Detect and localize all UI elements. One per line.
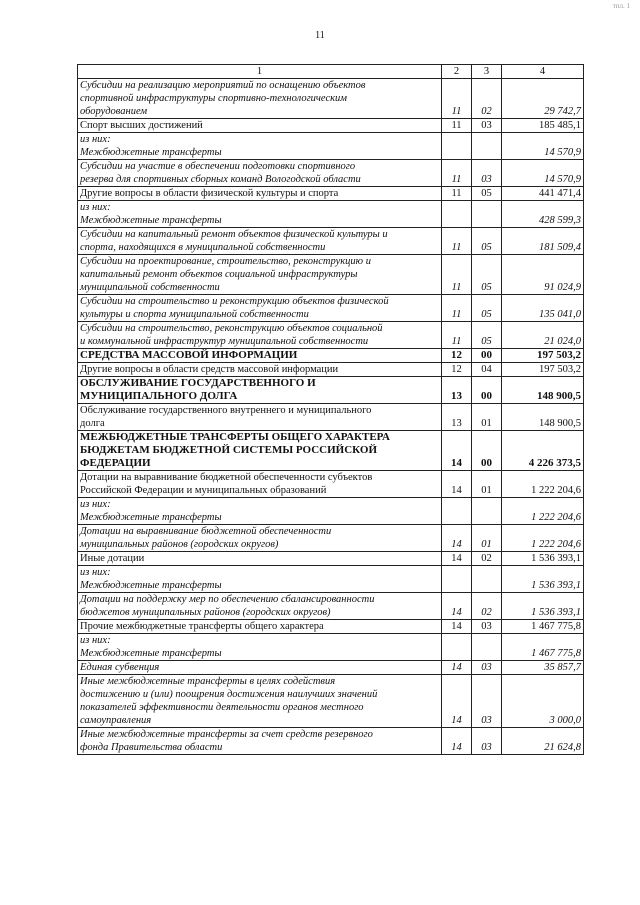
row-subsection-code: 03 <box>472 620 502 634</box>
row-subsection-code: 00 <box>472 377 502 404</box>
table-row <box>78 498 584 525</box>
description-line: Субсидии на строительство и реконструкцию объектов физической <box>80 296 389 307</box>
row-subsection-code <box>472 634 502 661</box>
table-row <box>78 661 584 675</box>
row-amount: 135 041,0 <box>502 295 584 322</box>
table-row <box>78 322 584 349</box>
row-subsection-code: 01 <box>472 525 502 552</box>
row-description <box>78 620 442 634</box>
row-description <box>78 593 442 620</box>
description-line: Иные дотации <box>80 553 145 564</box>
row-section-code: 11 <box>442 119 472 133</box>
header-col-4: 4 <box>502 65 584 79</box>
row-section-code <box>442 498 472 525</box>
row-subsection-code: 00 <box>472 349 502 363</box>
description-line: ОБСЛУЖИВАНИЕ ГОСУДАРСТВЕННОГО И <box>80 377 316 389</box>
description-line: Дотации на выравнивание бюджетной обеспеченности субъектов <box>80 472 373 483</box>
row-section-code: 14 <box>442 471 472 498</box>
row-description <box>78 377 442 404</box>
table-row <box>78 566 584 593</box>
row-section-code: 11 <box>442 295 472 322</box>
row-subsection-code: 05 <box>472 255 502 295</box>
row-section-code: 14 <box>442 552 472 566</box>
row-subsection-code: 00 <box>472 431 502 471</box>
page-number: 11 <box>315 30 325 41</box>
table-row <box>78 201 584 228</box>
description-line: муниципальных районов (городских округов) <box>80 539 279 550</box>
row-subsection-code: 05 <box>472 322 502 349</box>
description-line: МУНИЦИПАЛЬНОГО ДОЛГА <box>80 390 238 402</box>
row-amount: 1 536 393,1 <box>502 566 584 593</box>
row-subsection-code <box>472 133 502 160</box>
description-line: из них: <box>80 567 111 578</box>
description-line: Межбюджетные трансферты <box>80 648 222 659</box>
table-row <box>78 160 584 187</box>
row-section-code <box>442 634 472 661</box>
description-line: БЮДЖЕТАМ БЮДЖЕТНОЙ СИСТЕМЫ РОССИЙСКОЙ <box>80 444 377 456</box>
description-line: самоуправления <box>80 715 152 726</box>
row-amount: 1 536 393,1 <box>502 552 584 566</box>
row-description <box>78 187 442 201</box>
row-description <box>78 228 442 255</box>
table-row <box>78 228 584 255</box>
description-line: СРЕДСТВА МАССОВОЙ ИНФОРМАЦИИ <box>80 349 298 361</box>
description-line: капитальный ремонт объектов социальной инфраструктуры <box>80 269 358 280</box>
table-row <box>78 525 584 552</box>
row-section-code <box>442 566 472 593</box>
table-row <box>78 377 584 404</box>
row-amount: 14 570,9 <box>502 133 584 160</box>
row-subsection-code: 02 <box>472 79 502 119</box>
row-description <box>78 160 442 187</box>
row-description <box>78 552 442 566</box>
budget-table <box>77 64 584 755</box>
description-line: Другие вопросы в области физической культуры и спорта <box>80 188 339 199</box>
row-amount: 1 222 204,6 <box>502 498 584 525</box>
row-description <box>78 349 442 363</box>
row-subsection-code <box>472 201 502 228</box>
description-line: спорта, находящихся в муниципальной собственности <box>80 242 326 253</box>
description-line: Межбюджетные трансферты <box>80 512 222 523</box>
table-row <box>78 552 584 566</box>
row-description <box>78 498 442 525</box>
row-section-code: 11 <box>442 187 472 201</box>
table-row <box>78 119 584 133</box>
description-line: Субсидии на реализацию мероприятий по оснащению объектов <box>80 80 366 91</box>
header-col-2: 2 <box>442 65 472 79</box>
description-line: из них: <box>80 635 111 646</box>
row-amount: 1 536 393,1 <box>502 593 584 620</box>
row-amount: 29 742,7 <box>502 79 584 119</box>
row-section-code: 13 <box>442 377 472 404</box>
description-line: муниципальной собственности <box>80 282 220 293</box>
description-line: Дотации на поддержку мер по обеспечению сбалансированности <box>80 594 375 605</box>
table-row <box>78 593 584 620</box>
corner-mark: тпл. 1 <box>612 2 630 10</box>
row-section-code: 11 <box>442 322 472 349</box>
row-subsection-code: 01 <box>472 404 502 431</box>
table-row <box>78 431 584 471</box>
description-line: Дотации на выравнивание бюджетной обеспеченности <box>80 526 332 537</box>
description-line: фонда Правительства области <box>80 742 223 753</box>
row-description <box>78 322 442 349</box>
row-amount: 148 900,5 <box>502 404 584 431</box>
description-line: и коммунальной инфраструктур муниципальной собственности <box>80 336 369 347</box>
row-section-code: 14 <box>442 593 472 620</box>
row-section-code: 14 <box>442 525 472 552</box>
row-description <box>78 363 442 377</box>
table-row <box>78 634 584 661</box>
row-subsection-code: 03 <box>472 119 502 133</box>
description-line: Иные межбюджетные трансферты за счет средств резервного <box>80 729 373 740</box>
description-line: культуры и спорта муниципальной собственности <box>80 309 309 320</box>
row-amount: 1 467 775,8 <box>502 620 584 634</box>
table-row <box>78 728 584 755</box>
description-line: МЕЖБЮДЖЕТНЫЕ ТРАНСФЕРТЫ ОБЩЕГО ХАРАКТЕРА <box>80 431 390 443</box>
header-col-1: 1 <box>78 65 442 79</box>
row-description <box>78 79 442 119</box>
row-amount: 181 509,4 <box>502 228 584 255</box>
description-line: показателей эффективности деятельности органов местного <box>80 702 364 713</box>
row-amount: 3 000,0 <box>502 675 584 728</box>
description-line: Субсидии на участие в обеспечении подготовки спортивного <box>80 161 356 172</box>
row-description <box>78 566 442 593</box>
table-row <box>78 133 584 160</box>
row-section-code <box>442 201 472 228</box>
row-section-code: 12 <box>442 349 472 363</box>
table-row <box>78 363 584 377</box>
row-subsection-code: 03 <box>472 661 502 675</box>
table-row <box>78 471 584 498</box>
description-line: долга <box>80 418 105 429</box>
row-description <box>78 728 442 755</box>
row-amount: 197 503,2 <box>502 363 584 377</box>
row-amount: 1 222 204,6 <box>502 525 584 552</box>
description-line: достижению и (или) поощрения достижения наилучших значений <box>80 689 378 700</box>
row-description <box>78 404 442 431</box>
row-description <box>78 133 442 160</box>
row-description <box>78 431 442 471</box>
row-section-code <box>442 133 472 160</box>
description-line: Межбюджетные трансферты <box>80 215 222 226</box>
header-col-3: 3 <box>472 65 502 79</box>
row-subsection-code: 05 <box>472 295 502 322</box>
description-line: Единая субвенция <box>80 662 160 673</box>
row-description <box>78 119 442 133</box>
row-amount: 1 467 775,8 <box>502 634 584 661</box>
description-line: Прочие межбюджетные трансферты общего характера <box>80 621 324 632</box>
table-row <box>78 255 584 295</box>
row-amount: 14 570,9 <box>502 160 584 187</box>
table-row <box>78 295 584 322</box>
row-section-code: 14 <box>442 620 472 634</box>
description-line: Субсидии на строительство, реконструкцию объектов социальной <box>80 323 383 334</box>
table-row <box>78 187 584 201</box>
row-amount: 197 503,2 <box>502 349 584 363</box>
row-section-code: 14 <box>442 728 472 755</box>
row-amount: 4 226 373,5 <box>502 431 584 471</box>
row-description <box>78 675 442 728</box>
description-line: Иные межбюджетные трансферты в целях содействия <box>80 676 336 687</box>
row-amount: 441 471,4 <box>502 187 584 201</box>
description-line: спортивной инфраструктуры спортивно-технологическим <box>80 93 347 104</box>
description-line: резерва для спортивных сборных команд Вологодской области <box>80 174 361 185</box>
description-line: ФЕДЕРАЦИИ <box>80 457 151 469</box>
row-section-code: 13 <box>442 404 472 431</box>
row-amount: 1 222 204,6 <box>502 471 584 498</box>
row-subsection-code: 03 <box>472 675 502 728</box>
row-subsection-code: 02 <box>472 593 502 620</box>
description-line: из них: <box>80 499 111 510</box>
row-description <box>78 255 442 295</box>
row-subsection-code <box>472 498 502 525</box>
budget-table-body <box>78 65 584 755</box>
description-line: бюджетов муниципальных районов (городских округов) <box>80 607 331 618</box>
description-line: оборудованием <box>80 106 148 117</box>
row-amount: 428 599,3 <box>502 201 584 228</box>
table-row <box>78 675 584 728</box>
row-subsection-code: 04 <box>472 363 502 377</box>
row-section-code: 14 <box>442 661 472 675</box>
row-description <box>78 634 442 661</box>
row-section-code: 11 <box>442 160 472 187</box>
row-amount: 35 857,7 <box>502 661 584 675</box>
description-line: Субсидии на проектирование, строительство, реконструкцию и <box>80 256 371 267</box>
description-line: Межбюджетные трансферты <box>80 580 222 591</box>
description-line: Спорт высших достижений <box>80 120 203 131</box>
row-section-code: 14 <box>442 675 472 728</box>
row-section-code: 11 <box>442 255 472 295</box>
row-section-code: 11 <box>442 79 472 119</box>
table-row <box>78 620 584 634</box>
row-amount: 21 624,8 <box>502 728 584 755</box>
row-subsection-code <box>472 566 502 593</box>
row-section-code: 14 <box>442 431 472 471</box>
description-line: из них: <box>80 134 111 145</box>
row-section-code: 11 <box>442 228 472 255</box>
table-row <box>78 79 584 119</box>
row-amount: 185 485,1 <box>502 119 584 133</box>
row-subsection-code: 03 <box>472 728 502 755</box>
description-line: Российской Федерации и муниципальных образований <box>80 485 327 496</box>
description-line: Другие вопросы в области средств массовой информации <box>80 364 339 375</box>
row-description <box>78 295 442 322</box>
row-subsection-code: 05 <box>472 187 502 201</box>
description-line: Субсидии на капитальный ремонт объектов физической культуры и <box>80 229 388 240</box>
row-subsection-code: 01 <box>472 471 502 498</box>
table-row <box>78 349 584 363</box>
table-row <box>78 404 584 431</box>
row-description <box>78 201 442 228</box>
row-description <box>78 471 442 498</box>
description-line: Межбюджетные трансферты <box>80 147 222 158</box>
description-line: из них: <box>80 202 111 213</box>
row-amount: 148 900,5 <box>502 377 584 404</box>
row-section-code: 12 <box>442 363 472 377</box>
row-description <box>78 661 442 675</box>
description-line: Обслуживание государственного внутреннего и муниципального <box>80 405 372 416</box>
row-description <box>78 525 442 552</box>
row-subsection-code: 05 <box>472 228 502 255</box>
table-header-row <box>78 65 584 79</box>
row-amount: 21 024,0 <box>502 322 584 349</box>
row-subsection-code: 02 <box>472 552 502 566</box>
row-amount: 91 024,9 <box>502 255 584 295</box>
row-subsection-code: 03 <box>472 160 502 187</box>
